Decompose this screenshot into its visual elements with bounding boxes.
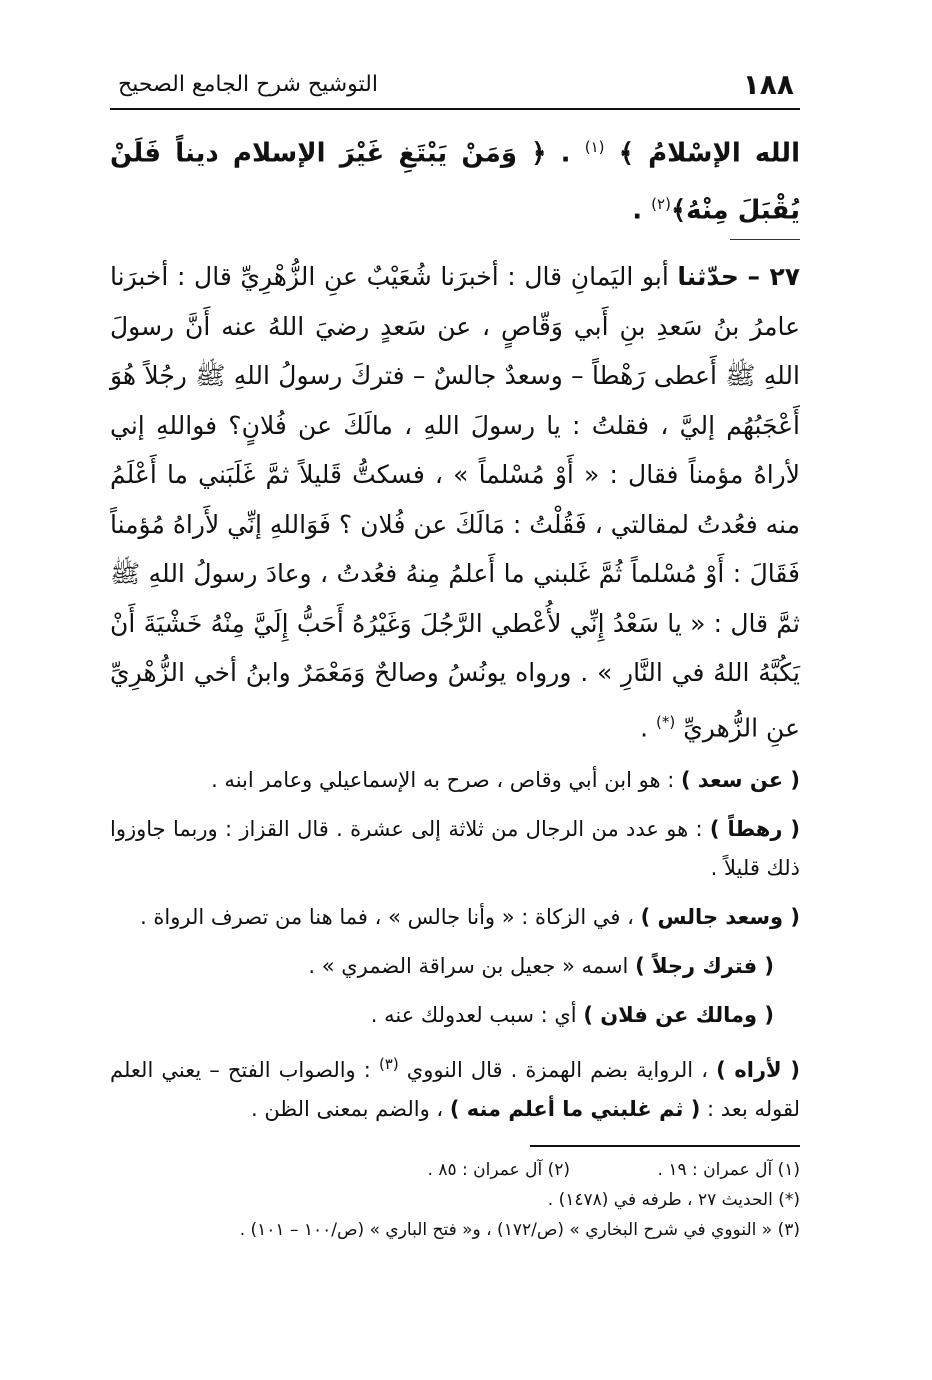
commentary-note: [110, 947, 800, 986]
hadith-end: .: [640, 713, 649, 743]
note-term: ( ثم غلبني ما أعلم منه ): [449, 1096, 701, 1121]
note-text: ، الرواية بضم الهمزة . قال النووي: [398, 1057, 717, 1082]
hadith-lead-word: حدّثنا: [677, 262, 739, 292]
footnote-ref-2: (٢): [651, 194, 671, 213]
book-title: التوشيح شرح الجامع الصحيح: [118, 72, 378, 97]
footnote-3: (٣) « النووي في شرح البخاري » (ص/١٧٢) ، و« فتح الباري » (ص/١٠٠ – ١٠١) .: [239, 1219, 800, 1240]
note-term: ( وسعد جالس ): [640, 904, 800, 929]
note-text: اسمه « جعيل بن سراقة الضمري » .: [308, 953, 636, 978]
commentary: [110, 761, 800, 1129]
quran-verse: [110, 122, 800, 235]
note-text: : والصواب الفتح – يعني العلم لقوله بعد :: [110, 1057, 800, 1121]
quran-verse-part1: الله الإسْلامُ ﴾: [618, 138, 800, 169]
hadith-number: ٢٧ –: [747, 262, 800, 292]
note-text: أي : سبب لعدولك عنه .: [370, 1002, 584, 1027]
footnote-divider: [530, 1145, 800, 1147]
note-term: ( ومالك عن فلان ): [583, 1002, 774, 1027]
note-text: : هو عدد من الرجال من ثلاثة إلى عشرة . قال القزاز : وربما جاوزوا ذلك قليلاً .: [110, 816, 800, 880]
commentary-note: [110, 898, 800, 937]
note-term: ( عن سعد ): [680, 767, 800, 792]
commentary-note: [110, 996, 800, 1035]
footnotes: [110, 1155, 800, 1245]
page-number: ١٨٨: [742, 68, 794, 101]
note-term: ( رهطاً ): [709, 816, 800, 841]
note-text: ، والضم بمعنى الظن .: [251, 1096, 450, 1121]
book-page: [110, 64, 800, 1245]
note-term: ( فترك رجلاً ): [635, 953, 774, 978]
running-header: [110, 64, 800, 110]
footnote-ref-star: (*): [656, 712, 676, 731]
commentary-note: [110, 810, 800, 888]
quran-verse-end: .: [632, 195, 643, 226]
footnote-1: (١) آل عمران : ١٩ .: [657, 1159, 800, 1180]
note-text: ، في الزكاة : « وأنا جالس » ، فما هنا من تصرف الرواة .: [140, 904, 641, 929]
verse-divider: [730, 239, 800, 240]
footnote-ref-3: (٣): [378, 1054, 399, 1073]
footnote-row: [110, 1155, 800, 1185]
footnote-ref-1: (١): [584, 138, 605, 156]
footnote-star: (*) الحديث ٢٧ ، طرفه في (١٤٧٨) .: [547, 1189, 800, 1210]
hadith-text: [110, 252, 800, 752]
hadith-body: أبو اليَمانِ قال : أخبرَنا شُعَيْبٌ عنِ الزُّهْرِيِّ قال : أخبرَنا عامرُ بنُ سَعدِ بنِ أَبي وَقّاصٍ ، عن سَعدٍ رضيَ اللهُ عنه أَنَّ رسولَ اللهِ ﷺ أَعطى رَهْطاً – وسعدٌ جالسٌ – فتركَ رسولُ اللهِ ﷺ رجُلاً هُوَ أَعْجَبُهُم إليَّ ، فقلتُ : يا رسولَ اللهِ ، مالَكَ عن فُلانٍ؟ فواللهِ إني لأراهُ مؤمناً فقال : « أَوْ مُسْلماً » ، فسكتُّ قَليلاً ثمَّ غَلَبَني ما أَعْلَمُ منه فعُدتُ لمقالتي ، فَقُلْتُ : مَالَكَ عن فُلان ؟ فَوَاللهِ إنِّي لأَراهُ مُؤمناً فَقَالَ : أَوْ مُسْلماً ثُمَّ غَلبني ما أَعلمُ مِنهُ فعُدتُ ، وعادَ رسولُ اللهِ ﷺ ثمَّ قال : « يا سَعْدُ إِنِّي لأُعْطي الرَّجُلَ وَغَيْرُهُ أَحَبُّ إِلَيَّ مِنْهُ خَشْيَةَ أَنْ يَكُبَّهُ اللهُ في النَّارِ » . ورواه يونُسُ وصالحٌ وَمَعْمَرٌ وابنُ أخي الزُّهْرِيِّ عنِ الزُّهريِّ: [110, 262, 800, 743]
commentary-note: [110, 761, 800, 800]
note-text: : هو ابن أبي وقاص ، صرح به الإسماعيلي وعامر ابنه .: [211, 767, 681, 792]
quran-verse-part2: . ﴿ وَمَنْ يَبْتَغِ غَيْرَ الإسلام ديناً فَلَنْ يُقْبَلَ مِنْهُ﴾: [110, 138, 800, 226]
note-term: ( لأراه ): [716, 1057, 801, 1082]
footnote-2: (٢) آل عمران : ٨٥ .: [427, 1159, 570, 1180]
commentary-note-last: [110, 1045, 800, 1129]
